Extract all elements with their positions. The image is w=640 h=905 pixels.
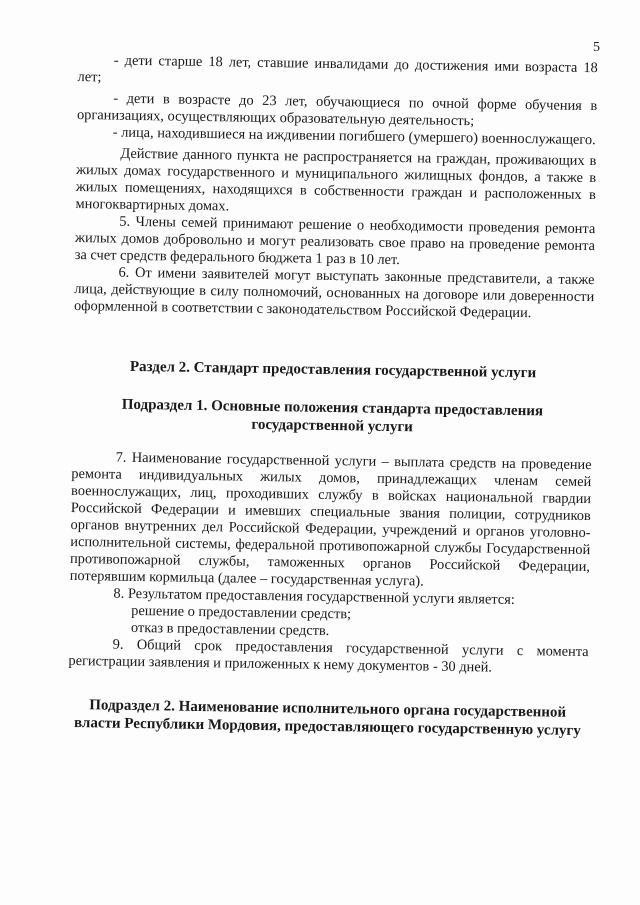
paragraph-5: 5. Члены семей принимают решение о необходимости проведения ремонта жилых домов добровольно и могут реализовать свое право на проведение ремонта за счет средств федерального бюджета 1 раз в 10 лет. [74,213,596,269]
subsection-1-title: Подраздел 1. Основные положения стандарта предоставления государственной услуги [121,396,544,436]
result-option-grant: решение о предоставлении средств; [131,602,352,623]
paragraph-6: 6. От имени заявителей могут выступать законные представители, а также лица, действующие в силу полномочий, основанных на договоре или доверенности оформленной в соответствии с законодательством Российской Федерации. [73,264,595,322]
list-item-children-under-23: - дети в возрасте до 23 лет, обучающиеся по очной форме обучения в организациях, осуществляющих образовательную деятельность; [76,90,598,130]
paragraph-8: 8. Результатом предоставления государственной услуги является: [113,585,515,608]
document-body [67,52,598,740]
subsection-2-title: Подраздел 2. Наименование исполнительного органа государственной власти Республики Мордовия, предоставляющего государственную услугу [73,697,581,739]
section-2-title: Раздел 2. Стандарт предоставления государственной услуги [129,358,537,382]
list-item-children-over-18: - дети старше 18 лет, ставшие инвалидами до достижения ими возраста 18 лет; [77,52,598,86]
paragraph-7: 7. Наименование государственной услуги – выплата средств на проведение ремонта индивидуальных жилых домов, принадлежащих членам семей военнослужащих, лиц, проходивших службу в войсках национальной гвардии Российской Федерации и имевших специальные звания полиции, сотрудников органов внутренних дел Российской Федерации, учреждений и органов уголовно-исполнительной системы, федеральной противопожарной службы Государственной противопожарной службы, таможенных органов Российской Федерации, потерявшим кормильца (далее – государственная услуга). [69,449,592,590]
page-number: 5 [593,40,600,55]
list-item-dependents: - лица, находившиеся на иждивении погибшего (умершего) военнослужащего. [112,124,596,149]
paragraph-scope: Действие данного пункта не распространяется на граждан, проживающих в жилых домах государственного и муниципального жилищных фондов, а также в жилых помещениях, находящихся в собственности граждан и расположенных в многоквартирных домах. [75,145,597,215]
paragraph-9: 9. Общий срок предоставления государственной услуги с момента регистрации заявления и приложенных к нему документов - 30 дней. [68,636,589,676]
result-option-refusal: отказ в предоставлении средств. [130,619,330,640]
